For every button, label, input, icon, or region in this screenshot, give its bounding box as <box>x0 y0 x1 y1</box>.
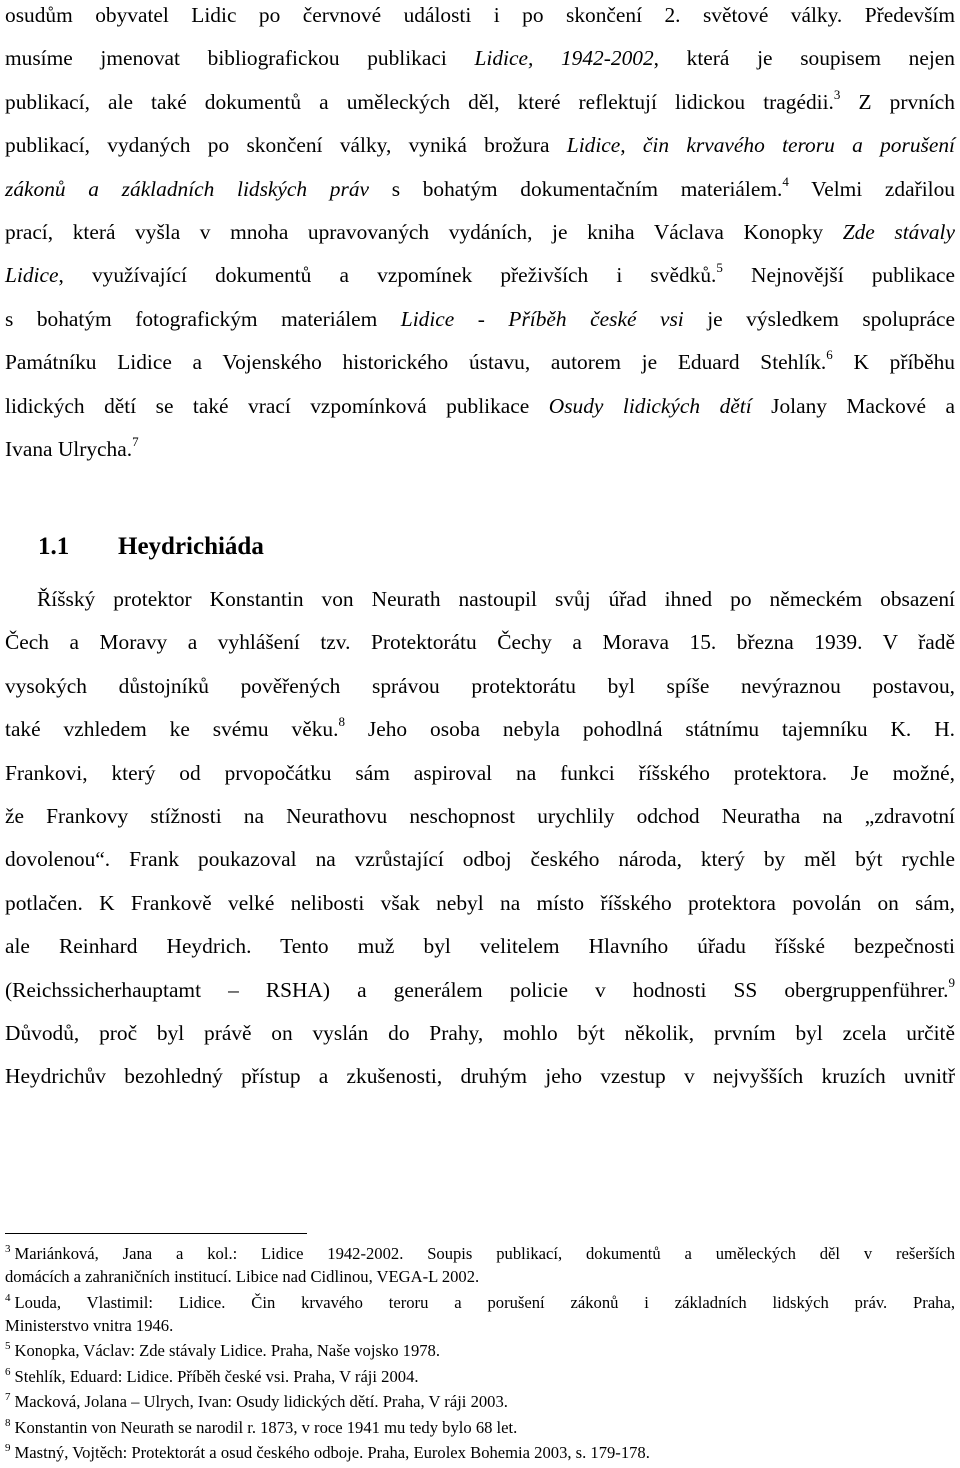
text-line <box>5 217 955 247</box>
text-run: K příběhu <box>832 350 955 375</box>
title-italic: Lidice, čin krvavého teroru a porušení <box>566 133 955 158</box>
text-line <box>5 801 955 831</box>
text-line <box>5 347 955 380</box>
text-line <box>5 260 955 293</box>
text-run: Jolany Mackové a <box>751 393 955 418</box>
text-line <box>5 43 955 73</box>
text-run: prací, která vyšla v mnoha upravovaných vydáních, je kniha Václava Konopky <box>5 220 843 244</box>
footnote-ref: 5 <box>716 260 723 276</box>
title-italic: Lidice - Příběh české vsi <box>400 306 684 331</box>
title-italic: Lidice <box>5 263 59 288</box>
text-line <box>5 888 955 918</box>
footnote-number: 7 <box>5 1391 11 1403</box>
text-line <box>5 714 955 747</box>
text-run: Nejnovější publikace <box>722 263 955 288</box>
text-run: lidických dětí se také vrací vzpomínková publikace <box>5 393 549 418</box>
text-run: ale Reinhard Heydrich. Tento muž byl velitelem Hlavního úřadu říšské bezpečnosti <box>5 934 955 959</box>
footnote-number: 5 <box>5 1340 11 1352</box>
text-run: s bohatým dokumentačním materiálem. <box>369 176 783 201</box>
footnote-text: domácích a zahraničních institucí. Libice nad Cidlinou, VEGA-L 2002. <box>5 1267 480 1286</box>
footnote-text: Louda, Vlastimil: Lidice. Čin krvavého teroru a porušení zákonů i základních lidských práv. Praha, <box>14 1292 955 1312</box>
footnote-text: Ministerstvo vnitra 1946. <box>5 1315 174 1335</box>
text-line <box>5 1018 955 1048</box>
text-line <box>5 627 955 657</box>
text-run: Památníku Lidice a Vojenského historického ústavu, autorem je Eduard Stehlík. <box>5 350 827 375</box>
text-line <box>5 0 955 30</box>
text-line <box>5 87 955 120</box>
footnote-number: 6 <box>5 1365 11 1378</box>
title-italic: Lidice, 1942-2002 <box>474 46 654 71</box>
text-run: je výsledkem spolupráce <box>683 306 956 331</box>
text-line <box>5 931 955 961</box>
text-run: Čech a Moravy a vyhlášení tzv. Protektorátu Čechy a Morava 15. března 1939. V řadě <box>5 630 955 655</box>
text-line <box>37 584 955 614</box>
text-line <box>5 174 955 207</box>
text-run: potlačen. K Frankově velké nelibosti však nebyl na místo říšského protektora povolán on sám, <box>5 890 955 915</box>
footnote-number: 8 <box>5 1416 11 1429</box>
text-line <box>5 758 955 788</box>
text-run: publikací, ale také dokumentů a uměleckých děl, které reflektují lidickou tragédii. <box>5 89 834 114</box>
footnote-text: Macková, Jolana – Ulrych, Ivan: Osudy lidických dětí. Praha, V ráji 2003. <box>14 1392 508 1411</box>
text-run: Říšský protektor Konstantin von Neurath nastoupil svůj úřad ihned po německém obsazení <box>37 587 955 611</box>
text-run: , která je soupisem nejen <box>653 46 955 71</box>
footnote-line <box>5 1340 955 1364</box>
text-line <box>5 434 955 467</box>
footnote-ref: 7 <box>132 434 139 449</box>
text-run: Ivana Ulrycha. <box>5 437 133 461</box>
text-run: vysokých důstojníků pověřených správou protektorátu byl spíše nevýraznou postavou, <box>5 673 955 698</box>
footnote-line <box>5 1366 955 1390</box>
footnote-ref: 6 <box>826 347 833 363</box>
text-run: že Frankovy stížnosti na Neurathovu neschopnost urychlily odchod Neuratha na „zdravotní <box>5 804 955 828</box>
text-run: s bohatým fotografickým materiálem <box>5 306 401 331</box>
text-run: Z prvních <box>840 89 955 114</box>
text-run: , využívající dokumentů a vzpomínek přeživších i svědků. <box>58 263 717 288</box>
text-line <box>5 304 955 334</box>
footnote-separator <box>5 1233 307 1234</box>
title-italic: Zde stávaly <box>842 220 955 244</box>
section-title: Heydrichiáda <box>118 533 264 560</box>
text-line <box>5 671 955 701</box>
text-run: Jeho osoba nebyla pohodlná státnímu tajemníku K. H. <box>344 717 955 742</box>
text-run: Frankovi, který od prvopočátku sám aspiroval na funkci říšského protektora. Je možné, <box>5 760 955 785</box>
footnote-number: 9 <box>5 1442 11 1454</box>
section-number: 1.1 <box>38 533 70 560</box>
footnote-text: Mariánková, Jana a kol.: Lidice 1942-2002. Soupis publikací, dokumentů a uměleckých děl v rešerších <box>14 1244 955 1263</box>
footnote-text: Konstantin von Neurath se narodil r. 1873, v roce 1941 mu tedy bylo 68 let. <box>14 1417 518 1437</box>
footnote-line <box>5 1442 955 1466</box>
title-italic: zákonů a základních lidských práv <box>5 176 370 201</box>
footnote-number: 4 <box>5 1291 11 1304</box>
footnote-line <box>5 1417 955 1441</box>
title-italic: Osudy lidických dětí <box>548 393 752 418</box>
footnote-text: Stehlík, Eduard: Lidice. Příběh české vsi. Praha, V ráji 2004. <box>14 1366 419 1386</box>
footnote-line <box>5 1315 955 1337</box>
footnote-line <box>5 1292 955 1316</box>
section-heading <box>38 531 264 563</box>
footnote-text: Konopka, Václav: Zde stávaly Lidice. Praha, Naše vojsko 1978. <box>14 1341 440 1360</box>
text-run: (Reichssicherhauptamt – RSHA) a generálem policie v hodnosti SS obergruppenführer. <box>5 977 949 1002</box>
text-line <box>5 391 955 421</box>
text-run: také vzhledem ke svému věku. <box>5 717 339 742</box>
text-run: Velmi zdařilou <box>788 176 955 201</box>
text-run: Heydrichův bezohledný přístup a zkušenosti, druhým jeho vzestup v nejvyšších kruzích uvnitř <box>5 1064 955 1089</box>
footnote-line <box>5 1266 955 1288</box>
footnote-number: 3 <box>5 1243 11 1255</box>
footnote-text: Mastný, Vojtěch: Protektorát a osud českého odboje. Praha, Eurolex Bohemia 2003, s. 179-178. <box>14 1443 650 1462</box>
footnote-ref: 9 <box>948 974 955 990</box>
footnote-ref: 4 <box>782 173 789 189</box>
footnote-ref: 3 <box>833 86 841 102</box>
footnote-line <box>5 1391 955 1415</box>
text-run: musíme jmenovat bibliografickou publikaci <box>5 46 475 71</box>
text-run: dovolenou“. Frank poukazoval na vzrůstající odboj českého národa, který by měl být rychle <box>5 847 955 872</box>
text-line <box>5 130 955 160</box>
text-line <box>5 1061 955 1091</box>
text-run: Důvodů, proč byl právě on vyslán do Prahy, mohlo být několik, prvním byl zcela určitě <box>5 1021 955 1045</box>
text-line <box>5 975 955 1008</box>
footnote-line <box>5 1243 955 1267</box>
text-run: osudům obyvatel Lidic po červnové události i po skončení 2. světové války. Především <box>5 3 955 27</box>
text-line <box>5 844 955 874</box>
footnote-ref: 8 <box>338 714 345 730</box>
text-run: publikací, vydaných po skončení války, vyniká brožura <box>5 133 567 158</box>
